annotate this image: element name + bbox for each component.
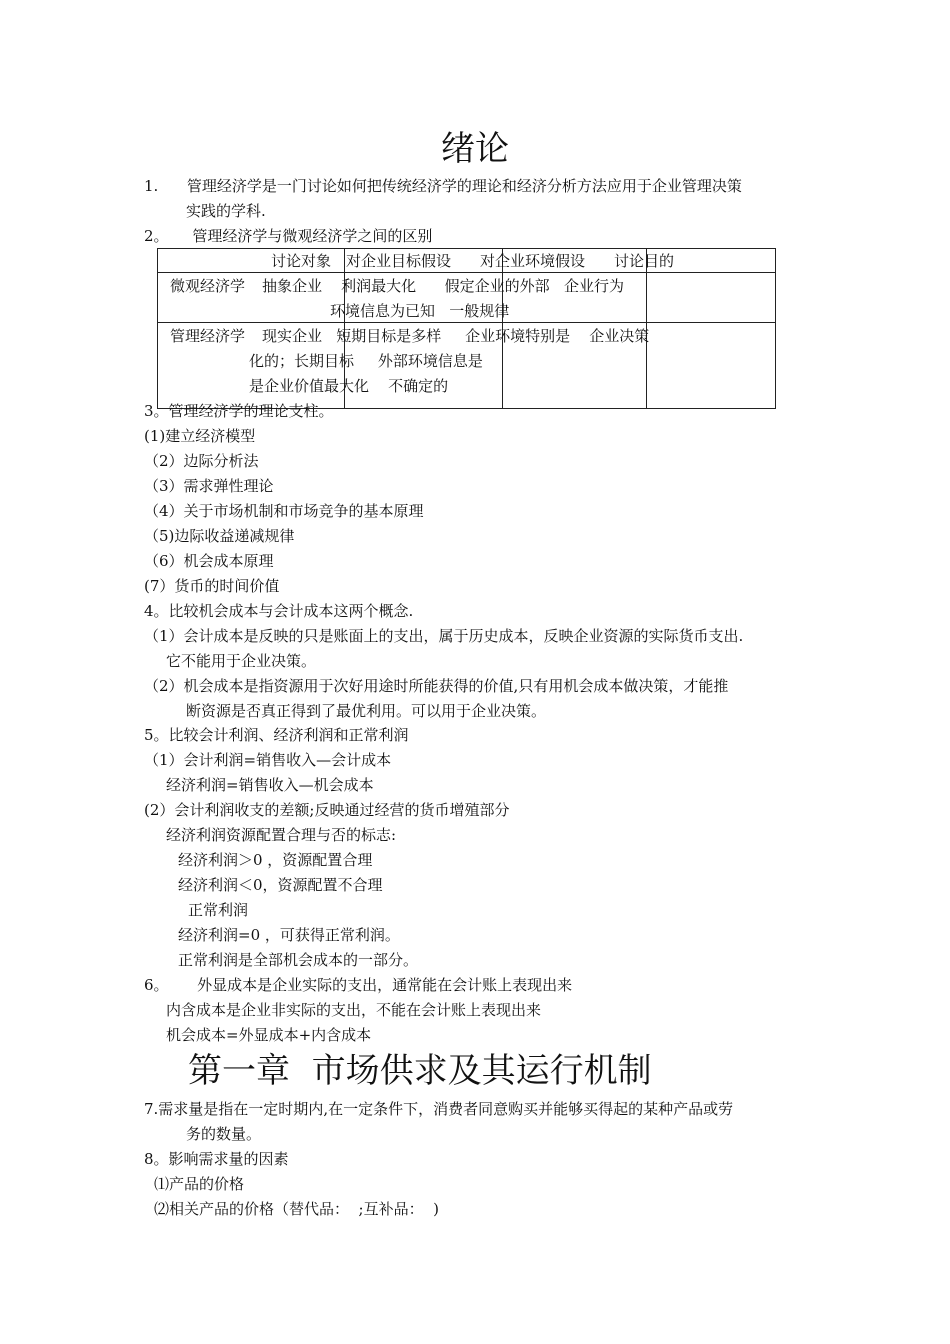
table-header-subject: 讨论对象 xyxy=(271,252,332,270)
item-1-line-1: 1. 管理经济学是一门讨论如何把传统经济学的理论和经济分析方法应用于企业管理决策 xyxy=(144,177,742,195)
item-3-point-1: (1)建立经济模型 xyxy=(144,427,256,445)
page-title: 绪论 xyxy=(441,129,509,169)
item-5-heading: 5。比较会计利润、经济利润和正常利润 xyxy=(144,726,409,744)
item-6-line-1: 6。 外显成本是企业实际的支出，通常能在会计账上表现出来 xyxy=(144,976,573,994)
item-3-point-5: （5)边际收益递减规律 xyxy=(144,527,295,545)
item-3-point-7: (7）货币的时间价值 xyxy=(144,577,280,595)
item-4-point-2-line-2: 断资源是否真正得到了最优利用。可以用于企业决策。 xyxy=(186,702,547,720)
item-5-line-6: 正常利润 xyxy=(188,901,249,919)
item-8-heading: 8。影响需求量的因素 xyxy=(144,1150,289,1168)
item-5-line-8: 正常利润是全部机会成本的一部分。 xyxy=(178,951,419,969)
chapter-title: 第一章 市场供求及其运行机制 xyxy=(188,1051,652,1091)
item-1-line-2: 实践的学科. xyxy=(186,202,266,220)
item-6-line-2: 内含成本是企业非实际的支出，不能在会计账上表现出来 xyxy=(166,1001,542,1019)
table-row-micro-line-1: 抽象企业 利润最大化 假定企业的外部 企业行为 xyxy=(262,277,624,295)
table-row-managerial-line-1: 现实企业 短期目标是多样 企业环境特别是 企业决策 xyxy=(262,327,650,345)
table-row-micro-line-2: 环境信息为已知 一般规律 xyxy=(330,302,510,320)
item-4-point-1-line-2: 它不能用于企业决策。 xyxy=(166,652,317,670)
item-3-point-3: （3）需求弹性理论 xyxy=(144,477,274,495)
item-5-line-3: 经济利润资源配置合理与否的标志: xyxy=(166,826,397,844)
item-5-point-1-line-1: （1）会计利润=销售收入—会计成本 xyxy=(144,751,392,769)
item-3-point-6: （6）机会成本原理 xyxy=(144,552,274,570)
table-row-managerial-label: 管理经济学 xyxy=(170,327,246,345)
table-header-goal-assumption: 对企业目标假设 xyxy=(346,252,452,270)
item-4-point-1-line-1: （1）会计成本是反映的只是账面上的支出，属于历史成本，反映企业资源的实际货币支出. xyxy=(144,627,744,645)
item-3-point-2: （2）边际分析法 xyxy=(144,452,259,470)
item-4-heading: 4。比较机会成本与会计成本这两个概念. xyxy=(144,602,414,620)
item-5-line-7: 经济利润=0 ，可获得正常利润。 xyxy=(178,926,400,944)
item-5-line-5: 经济利润＜0，资源配置不合理 xyxy=(178,876,383,894)
item-4-point-2-line-1: （2）机会成本是指资源用于次好用途时所能获得的价值,只有用机会成本做决策，才能推 xyxy=(144,677,729,695)
table-row-micro-label: 微观经济学 xyxy=(170,277,246,295)
table-row-managerial-line-3: 是企业价值最大化 不确定的 xyxy=(249,377,449,395)
item-6-line-3: 机会成本=外显成本+内含成本 xyxy=(166,1026,372,1044)
table-header-environment-assumption: 对企业环境假设 xyxy=(480,252,586,270)
item-5-point-2: (2）会计利润收支的差额;反映通过经营的货币增殖部分 xyxy=(144,801,510,819)
table-header-purpose: 讨论目的 xyxy=(614,252,675,270)
item-5-line-4: 经济利润＞0 ，资源配置合理 xyxy=(178,851,373,869)
item-8-point-1: ⑴产品的价格 xyxy=(154,1175,245,1193)
item-7-line-2: 务的数量。 xyxy=(186,1125,262,1143)
table-row-managerial-line-2: 化的；长期目标 外部环境信息是 xyxy=(249,352,483,370)
item-3-heading: 3。管理经济学的理论支柱。 xyxy=(144,402,334,420)
item-8-point-2: ⑵相关产品的价格（替代品： ;互补品： ) xyxy=(154,1200,439,1218)
item-3-point-4: （4）关于市场机制和市场竞争的基本原理 xyxy=(144,502,424,520)
item-2-heading: 2。 管理经济学与微观经济学之间的区别 xyxy=(144,227,433,245)
item-7-line-1: 7.需求量是指在一定时期内,在一定条件下，消费者同意购买并能够买得起的某种产品或劳 xyxy=(144,1100,734,1118)
item-5-point-1-line-2: 经济利润=销售收入—机会成本 xyxy=(166,776,374,794)
